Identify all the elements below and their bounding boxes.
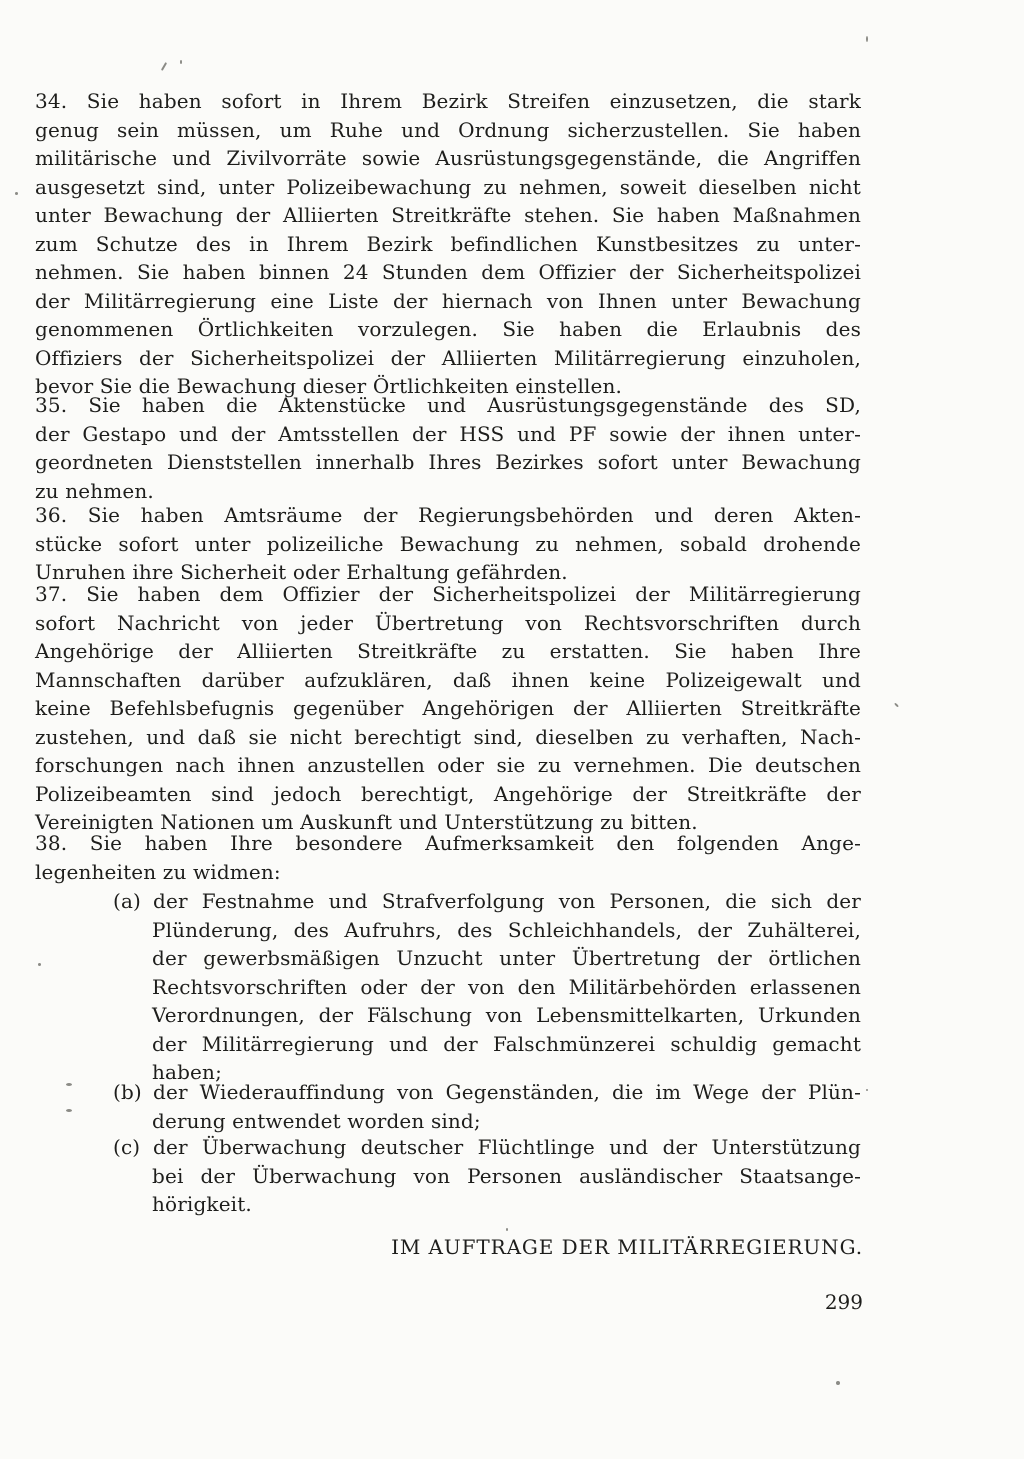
- text-line-content: der Wiederauffindung von Gegenständen, die im Wege der Plün-: [153, 1080, 861, 1104]
- text-line: der Gestapo und der Amtsstellen der HSS und PF sowie der ihnen unter-: [35, 421, 861, 446]
- scan-speck: [38, 963, 41, 966]
- scan-speck: [66, 1083, 72, 1086]
- scan-speck: [15, 192, 18, 195]
- text-line: forschungen nach ihnen anzustellen oder sie zu vernehmen. Die deutschen: [35, 753, 861, 777]
- text-line: Plünderung, des Aufruhrs, des Schleichhandels, der Zuhälterei,: [152, 917, 861, 942]
- scan-speck: [66, 1109, 72, 1112]
- text-line: Verordnungen, der Fälschung von Lebensmittelkarten, Urkunden: [152, 1003, 861, 1027]
- text-line: derung entwendet worden sind;: [152, 1108, 481, 1133]
- text-line: Rechtsvorschriften oder der von den Militärbehörden erlassenen: [152, 974, 861, 999]
- text-line-content: der Überwachung deutscher Flüchtlinge und der Unterstützung: [153, 1135, 861, 1159]
- text-line: 35. Sie haben die Aktenstücke und Ausrüstungsgegenstände des SD,: [35, 393, 861, 417]
- list-label: (b): [113, 1080, 142, 1104]
- text-line: zu nehmen.: [35, 478, 154, 503]
- text-line: zustehen, und daß sie nicht berechtigt sind, dieselben zu verhaften, Nach-: [35, 724, 861, 749]
- list-item-a: [35, 887, 861, 1087]
- scan-speck: [161, 62, 167, 71]
- text-line: Vereinigten Nationen um Auskunft und Unterstützung zu bitten.: [35, 810, 698, 834]
- text-line: 34. Sie haben sofort in Ihrem Bezirk Streifen einzusetzen, die stark: [35, 89, 861, 113]
- list-label: (a): [113, 889, 141, 913]
- paragraph-34: [35, 87, 861, 401]
- page-number: 299: [824, 1290, 863, 1314]
- text-line: 37. Sie haben dem Offizier der Sicherheitspolizei der Militärregierung: [35, 582, 861, 606]
- text-line: militärische und Zivilvorräte sowie Ausrüstungsgegenstände, die Angriffen: [35, 146, 861, 170]
- text-line: ausgesetzt sind, unter Polizeibewachung zu nehmen, soweit dieselben nicht: [35, 174, 861, 199]
- paragraph-35: [35, 391, 861, 505]
- text-line: stücke sofort unter polizeiliche Bewachung zu nehmen, sobald drohende: [35, 531, 861, 556]
- scan-speck: [180, 60, 182, 64]
- text-line: geordneten Dienststellen innerhalb Ihres Bezirkes sofort unter Bewachung: [35, 450, 861, 474]
- scan-speck: [506, 1228, 508, 1231]
- text-line: Unruhen ihre Sicherheit oder Erhaltung gefährden.: [35, 560, 568, 584]
- text-line: Polizeibeamten sind jedoch berechtigt, Angehörige der Streitkräfte der: [35, 781, 861, 806]
- text-line: bei der Überwachung von Personen ausländischer Staatsange-: [152, 1163, 861, 1188]
- text-line: genommenen Örtlichkeiten vorzulegen. Sie haben die Erlaubnis des: [35, 317, 861, 341]
- list-item-c: [35, 1133, 861, 1219]
- text-line: 36. Sie haben Amtsräume der Regierungsbehörden und deren Akten-: [35, 503, 861, 527]
- text-line: keine Befehlsbefugnis gegenüber Angehörigen der Alliierten Streitkräfte: [35, 696, 861, 720]
- text-line: 38. Sie haben Ihre besondere Aufmerksamkeit den folgenden Ange-: [35, 831, 861, 855]
- text-line: der Militärregierung und der Falschmünzerei schuldig gemacht: [152, 1031, 861, 1056]
- text-line: zum Schutze des in Ihrem Bezirk befindlichen Kunstbesitzes zu unter-: [35, 231, 861, 256]
- paragraph-36: [35, 501, 861, 587]
- text-line: Mannschaften darüber aufzuklären, daß ihnen keine Polizeigewalt und: [35, 667, 861, 692]
- text-line: [35, 887, 861, 916]
- text-line: der gewerbsmäßigen Unzucht unter Übertretung der örtlichen: [152, 946, 861, 970]
- text-line: genug sein müssen, um Ruhe und Ordnung sicherzustellen. Sie haben: [35, 117, 861, 142]
- scan-speck: [894, 703, 899, 708]
- text-line: [35, 1078, 861, 1107]
- list-label: (c): [113, 1135, 141, 1159]
- list-item-b: [35, 1078, 861, 1135]
- text-line: unter Bewachung der Alliierten Streitkräfte stehen. Sie haben Maßnahmen: [35, 203, 861, 227]
- text-line: Angehörige der Alliierten Streitkräfte zu erstatten. Sie haben Ihre: [35, 639, 861, 663]
- scan-speck: [866, 1089, 868, 1091]
- text-line: bevor Sie die Bewachung dieser Örtlichkeiten einstellen.: [35, 374, 623, 398]
- text-line: haben;: [152, 1060, 222, 1084]
- closing-signature: IM AUFTRAGE DER MILITÄRREGIERUNG.: [391, 1235, 863, 1259]
- text-line: der Militärregierung eine Liste der hiernach von Ihnen unter Bewachung: [35, 288, 861, 313]
- text-line-content: der Festnahme und Strafverfolgung von Personen, die sich der: [153, 889, 861, 913]
- scan-speck: [836, 1381, 840, 1385]
- text-line: sofort Nachricht von jeder Übertretung von Rechtsvorschriften durch: [35, 610, 861, 635]
- text-line: legenheiten zu widmen:: [35, 859, 281, 884]
- text-line: hörigkeit.: [152, 1192, 252, 1216]
- text-line: Offiziers der Sicherheitspolizei der Alliierten Militärregierung einzuholen,: [35, 345, 861, 370]
- text-line: [35, 1133, 861, 1162]
- paragraph-37: [35, 580, 861, 837]
- paragraph-38: [35, 829, 861, 886]
- text-line: nehmen. Sie haben binnen 24 Stunden dem Offizier der Sicherheitspolizei: [35, 260, 861, 284]
- scan-speck: [866, 36, 868, 42]
